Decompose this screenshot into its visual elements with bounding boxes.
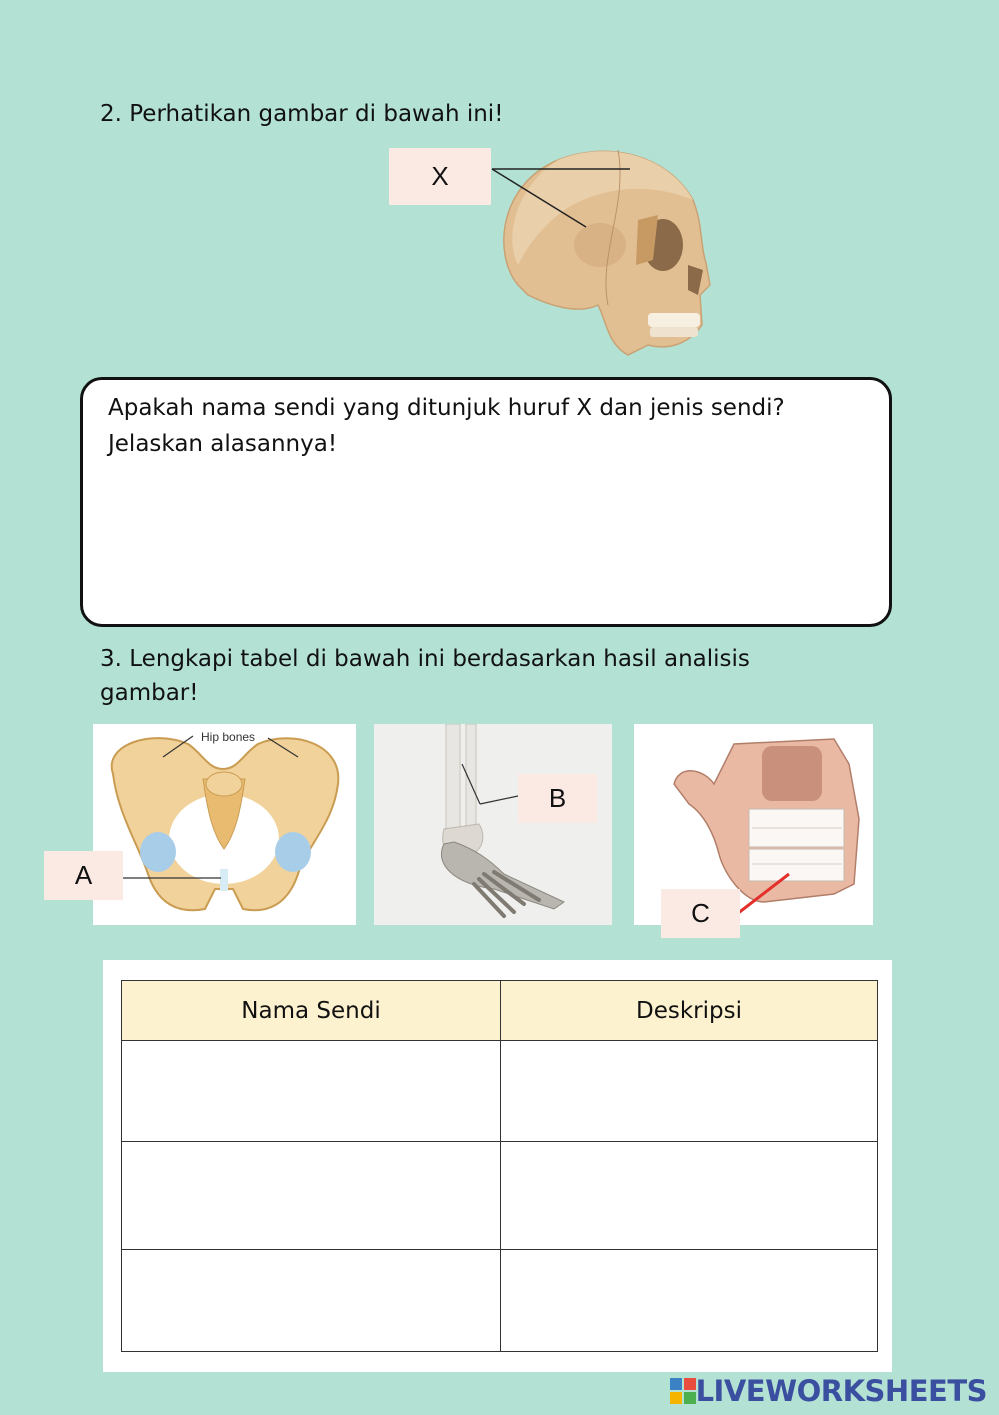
- question-2-prompt: [108, 390, 785, 462]
- hip-bones-caption: Hip bones: [201, 730, 256, 744]
- question-3-title-line2: gambar!: [100, 680, 199, 706]
- question-2-line1: Apakah nama sendi yang ditunjuk huruf X dan jenis sendi?: [108, 395, 785, 421]
- skull-illustration: [488, 145, 718, 365]
- label-b: B: [518, 774, 597, 823]
- answer-box[interactable]: [80, 377, 892, 627]
- label-x: X: [389, 148, 491, 205]
- label-c: C: [661, 889, 740, 938]
- liveworksheets-logo-text: LIVEWORKSHEETS: [695, 1374, 987, 1408]
- header-deskripsi: Deskripsi: [501, 981, 878, 1041]
- table-row: [122, 1250, 878, 1352]
- deskripsi-cell[interactable]: [501, 1142, 878, 1250]
- question-3-title-line1: 3. Lengkapi tabel di bawah ini berdasarkan hasil analisis: [100, 646, 750, 672]
- header-nama-sendi: Nama Sendi: [122, 981, 501, 1041]
- nama-sendi-cell[interactable]: [122, 1142, 501, 1250]
- question-3-title: [100, 642, 750, 710]
- table-row: [122, 1142, 878, 1250]
- ankle-image: [374, 724, 612, 925]
- deskripsi-cell[interactable]: [501, 1041, 878, 1142]
- pelvis-image: [93, 724, 356, 925]
- table-row: [122, 1041, 878, 1142]
- nama-sendi-cell[interactable]: [122, 1250, 501, 1352]
- liveworksheets-logo-icon: [670, 1378, 696, 1404]
- answer-table: [121, 980, 878, 1352]
- question-2-line2: Jelaskan alasannya!: [108, 431, 338, 457]
- nama-sendi-cell[interactable]: [122, 1041, 501, 1142]
- question-2-title: 2. Perhatikan gambar di bawah ini!: [100, 101, 504, 127]
- liveworksheets-logo: [670, 1374, 987, 1408]
- deskripsi-cell[interactable]: [501, 1250, 878, 1352]
- answer-table-panel: [103, 960, 892, 1372]
- label-a: A: [44, 851, 123, 900]
